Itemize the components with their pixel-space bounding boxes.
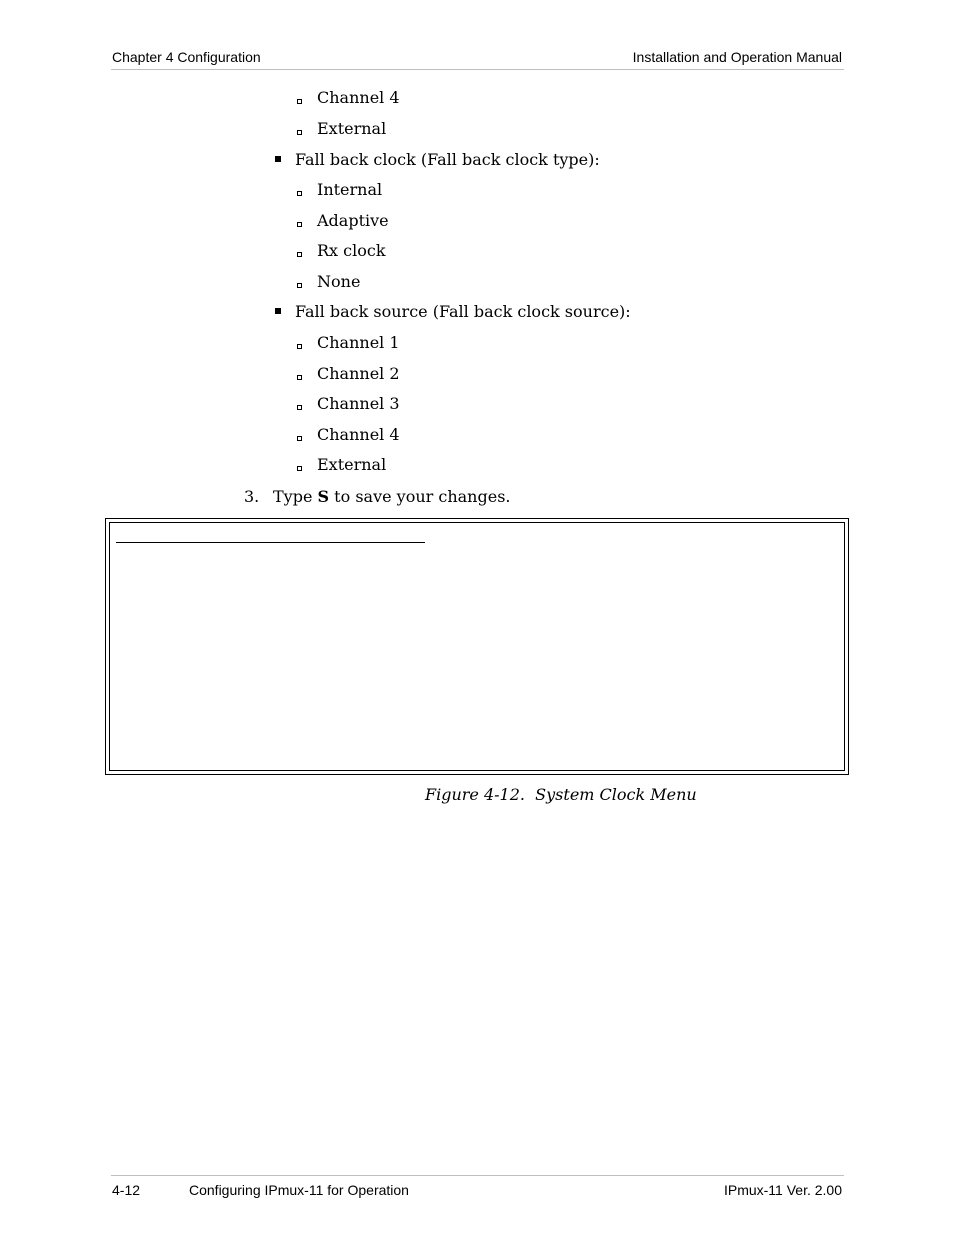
hollow-square-bullet-icon bbox=[297, 436, 302, 441]
hollow-square-bullet-icon bbox=[297, 344, 302, 349]
hollow-square-bullet-icon bbox=[297, 405, 302, 410]
step-3-instruction bbox=[273, 487, 510, 507]
footer-page-number: 4-12 bbox=[112, 1182, 141, 1198]
hollow-square-bullet-icon bbox=[297, 99, 302, 104]
list-item-channel-1: Channel 1 bbox=[317, 333, 400, 352]
hollow-square-bullet-icon bbox=[297, 466, 302, 471]
list-item-fallback-clock: Fall back clock (Fall back clock type): bbox=[295, 150, 600, 169]
hollow-square-bullet-icon bbox=[297, 283, 302, 288]
list-item-external: External bbox=[317, 455, 387, 474]
list-item-internal: Internal bbox=[317, 180, 383, 199]
hollow-square-bullet-icon bbox=[297, 222, 302, 227]
list-item-none: None bbox=[317, 272, 361, 291]
footer-version: IPmux-11 Ver. 2.00 bbox=[723, 1182, 842, 1198]
list-item-rx-clock: Rx clock bbox=[317, 241, 386, 260]
header-chapter: Chapter 4 Configuration bbox=[112, 49, 261, 65]
page-header bbox=[111, 48, 844, 70]
page-footer bbox=[111, 1175, 844, 1202]
step-3-suffix: to save your changes. bbox=[329, 487, 511, 506]
list-item-top-external: External bbox=[317, 119, 387, 138]
figure-frame bbox=[105, 518, 849, 775]
figure-caption: Figure 4-12. System Clock Menu bbox=[425, 785, 697, 804]
step-3-key: S bbox=[317, 487, 330, 506]
list-item-fallback-source: Fall back source (Fall back clock source): bbox=[295, 302, 631, 321]
list-item-channel-3: Channel 3 bbox=[317, 394, 400, 413]
figure-title-rule bbox=[116, 542, 425, 543]
footer-section-title: Configuring IPmux-11 for Operation bbox=[189, 1182, 409, 1198]
hollow-square-bullet-icon bbox=[297, 191, 302, 196]
list-item-channel-4: Channel 4 bbox=[317, 425, 400, 444]
hollow-square-bullet-icon bbox=[297, 252, 302, 257]
hollow-square-bullet-icon bbox=[297, 130, 302, 135]
square-bullet-icon bbox=[275, 156, 281, 162]
header-manual-title: Installation and Operation Manual bbox=[632, 49, 842, 65]
list-item-channel-2: Channel 2 bbox=[317, 364, 400, 383]
hollow-square-bullet-icon bbox=[297, 375, 302, 380]
square-bullet-icon bbox=[275, 308, 281, 314]
list-item-top-channel-4: Channel 4 bbox=[317, 88, 400, 107]
step-number: 3. bbox=[244, 487, 260, 506]
list-item-adaptive: Adaptive bbox=[317, 211, 389, 230]
step-3-prefix: Type bbox=[273, 487, 318, 506]
figure-inner-border bbox=[109, 522, 845, 771]
